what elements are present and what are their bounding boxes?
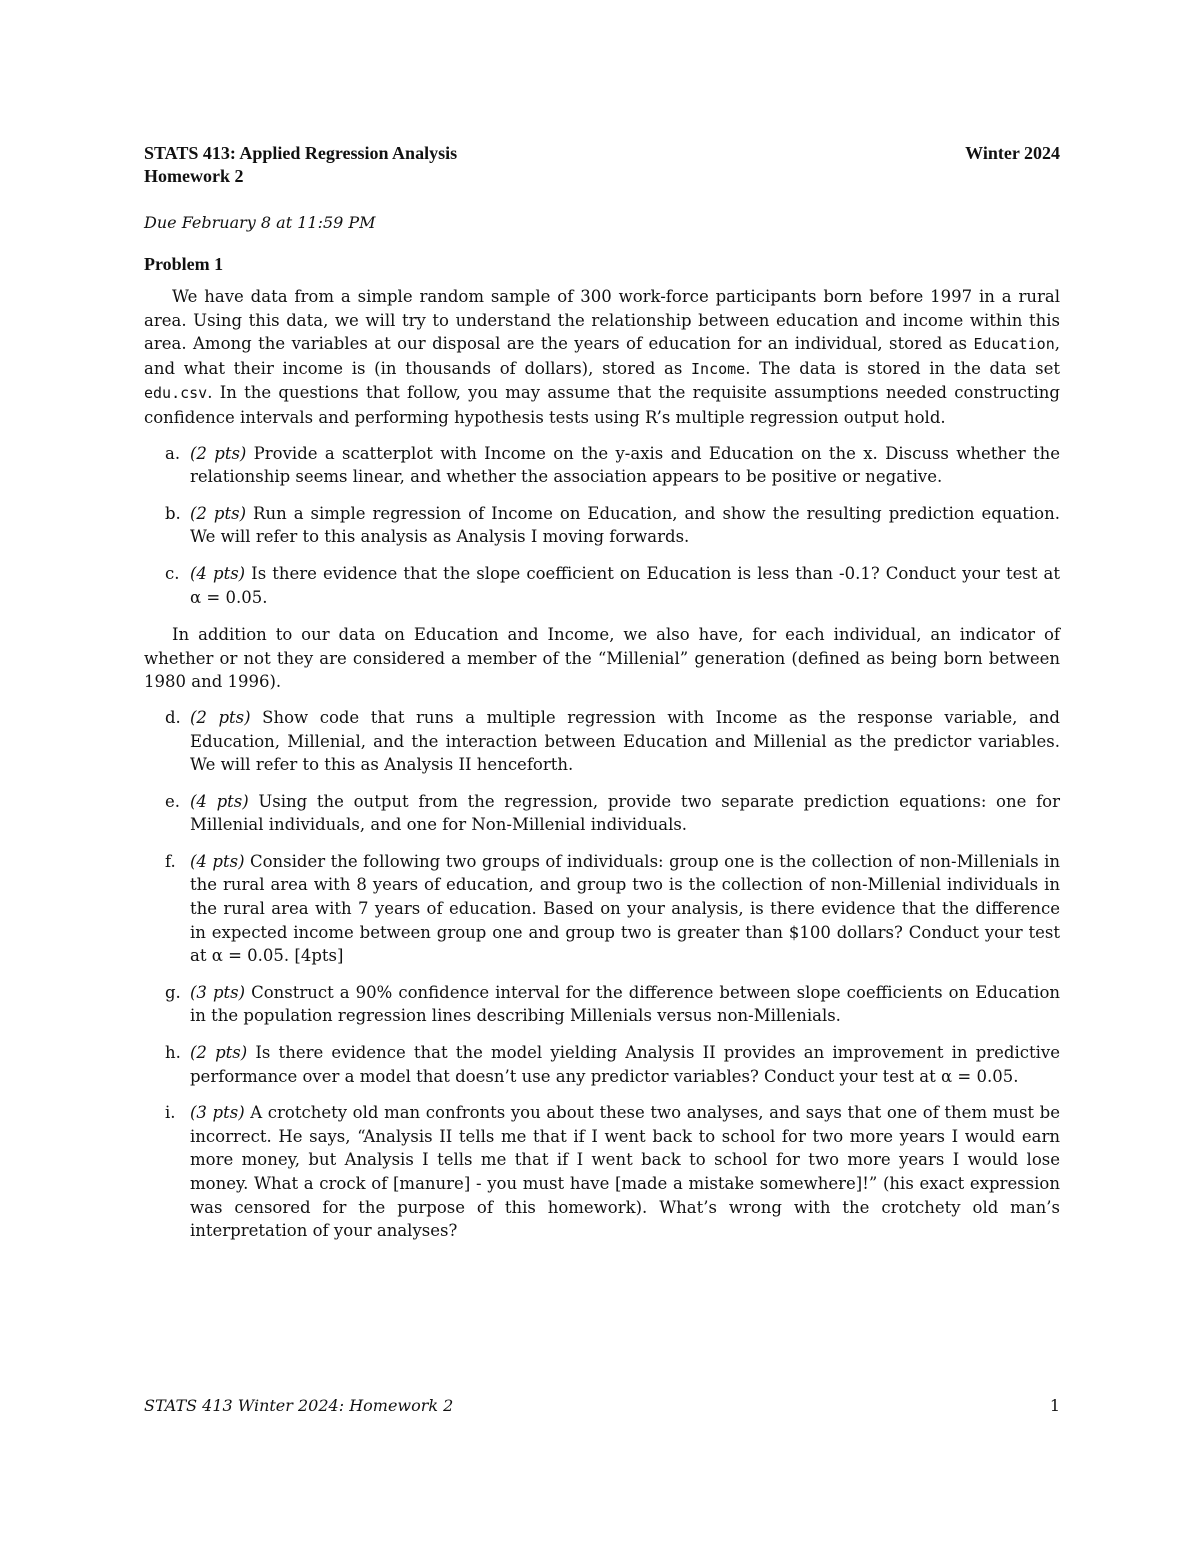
- question-item: [144, 562, 1060, 609]
- intro-text-4: . In the questions that follow, you may assume that the requisite assumptions needed constructing confidence intervals and performing hypothesis tests using R’s multiple regression output hold.: [144, 383, 1060, 427]
- term-label: Winter 2024: [965, 143, 1060, 163]
- course-title: STATS 413: Applied Regression Analysis: [144, 143, 458, 163]
- question-text: A crotchety old man confronts you about these two analyses, and says that one of them must be incorrect. He says, “Analysis II tells me that if I went back to school for two more years I would earn more money, but Analysis I tells me that if I went back to school for two more years I would lose money. What a crock of [manure] - you must have [made a mistake somewhere]!” (his exact expression was censored for the purpose of this homework). What’s wrong with the crotchety old man’s interpretation of your analyses?: [190, 1103, 1061, 1241]
- question-item: [144, 850, 1060, 968]
- question-item: [144, 706, 1060, 777]
- question-points: (2 pts): [190, 503, 247, 523]
- page-number: 1: [1049, 1396, 1060, 1415]
- question-label: h.: [165, 1043, 181, 1063]
- education-variable: Education: [973, 335, 1055, 354]
- question-points: (4 pts): [190, 563, 246, 583]
- question-item: [144, 790, 1060, 837]
- intro-text-2: , and what their income is (in thousands of dollars), stored as: [144, 334, 1060, 378]
- question-points: (2 pts): [190, 443, 247, 463]
- question-label: g.: [165, 982, 181, 1002]
- intro-text-1: We have data from a simple random sample of 300 work-force participants born before 1997 in a rural area. Using this data, we will try to understand the relationship between education and income within this area. Among the variables at our disposal are the years of education for an individual, stored as: [144, 287, 1060, 354]
- question-text: Show code that runs a multiple regression with Income as the response variable, and Education, Millenial, and the interaction between Education and Millenial as the predictor variables. We will refer to this as Analysis II henceforth.: [190, 707, 1060, 775]
- question-item: [144, 502, 1060, 549]
- question-item: [144, 442, 1060, 489]
- question-text: Is there evidence that the slope coefficient on Education is less than -0.1? Conduct your test at α = 0.05.: [190, 563, 1060, 607]
- question-text: Is there evidence that the model yielding Analysis II provides an improvement in predictive performance over a model that doesn’t use any predictor variables? Conduct your test at α = 0.05.: [190, 1043, 1061, 1086]
- question-label: d.: [165, 707, 181, 727]
- question-text: Provide a scatterplot with Income on the y-axis and Education on the x. Discuss whether the relationship seems linear, and whether the association appears to be positive or negative.: [190, 443, 1060, 487]
- question-text: Run a simple regression of Income on Education, and show the resulting prediction equation. We will refer to this analysis as Analysis I moving forwards.: [190, 503, 1060, 547]
- question-list-2: [144, 706, 1060, 1243]
- question-text: Consider the following two groups of individuals: group one is the collection of non-Millenials in the rural area with 8 years of education, and group two is the collection of non-Millenial individuals in the rural area with 7 years of education. Based on your analysis, is there evidence that the difference in expected income between group one and group two is greater than $100 dollars? Conduct your test at α = 0.05. [4pts]: [190, 851, 1060, 966]
- problem-heading: Problem 1: [144, 254, 224, 274]
- footer-title: STATS 413 Winter 2024: Homework 2: [144, 1396, 454, 1415]
- income-variable: Income: [691, 359, 746, 378]
- dataset-filename: edu.csv: [144, 384, 208, 403]
- middle-paragraph: In addition to our data on Education and Income, we also have, for each individual, an indicator of whether or not they are considered a member of the “Millenial” generation (defined as being born between 1980 and 1996).: [144, 625, 1060, 692]
- intro-text-3: . The data is stored in the data set: [745, 358, 1060, 378]
- question-points: (2 pts): [190, 707, 251, 727]
- question-text: Using the output from the regression, provide two separate prediction equations: one for Millenial individuals, and one for Non-Millenial individuals.: [190, 791, 1060, 835]
- question-points: (3 pts): [190, 982, 246, 1002]
- question-label: e.: [165, 791, 181, 811]
- question-points: (4 pts): [190, 791, 249, 811]
- question-points: (4 pts): [190, 851, 245, 871]
- question-label: f.: [165, 851, 176, 871]
- question-label: i.: [165, 1103, 176, 1123]
- question-text: Construct a 90% confidence interval for the difference between slope coefficients on Education in the population regression lines describing Millenials versus non-Millenials.: [190, 982, 1061, 1026]
- question-label: c.: [165, 563, 180, 583]
- question-label: b.: [165, 503, 181, 523]
- question-item: [144, 1041, 1060, 1088]
- due-date: Due February 8 at 11:59 PM: [144, 213, 376, 232]
- document-page: [144, 143, 1060, 1256]
- question-item: [144, 981, 1060, 1028]
- question-list-1: [144, 442, 1060, 610]
- page-header: [144, 143, 1060, 191]
- homework-title: Homework 2: [144, 166, 244, 186]
- question-points: (3 pts): [190, 1103, 245, 1123]
- question-item: [144, 1101, 1060, 1243]
- question-points: (2 pts): [190, 1043, 248, 1063]
- intro-paragraph: [144, 285, 1060, 430]
- question-label: a.: [165, 443, 181, 463]
